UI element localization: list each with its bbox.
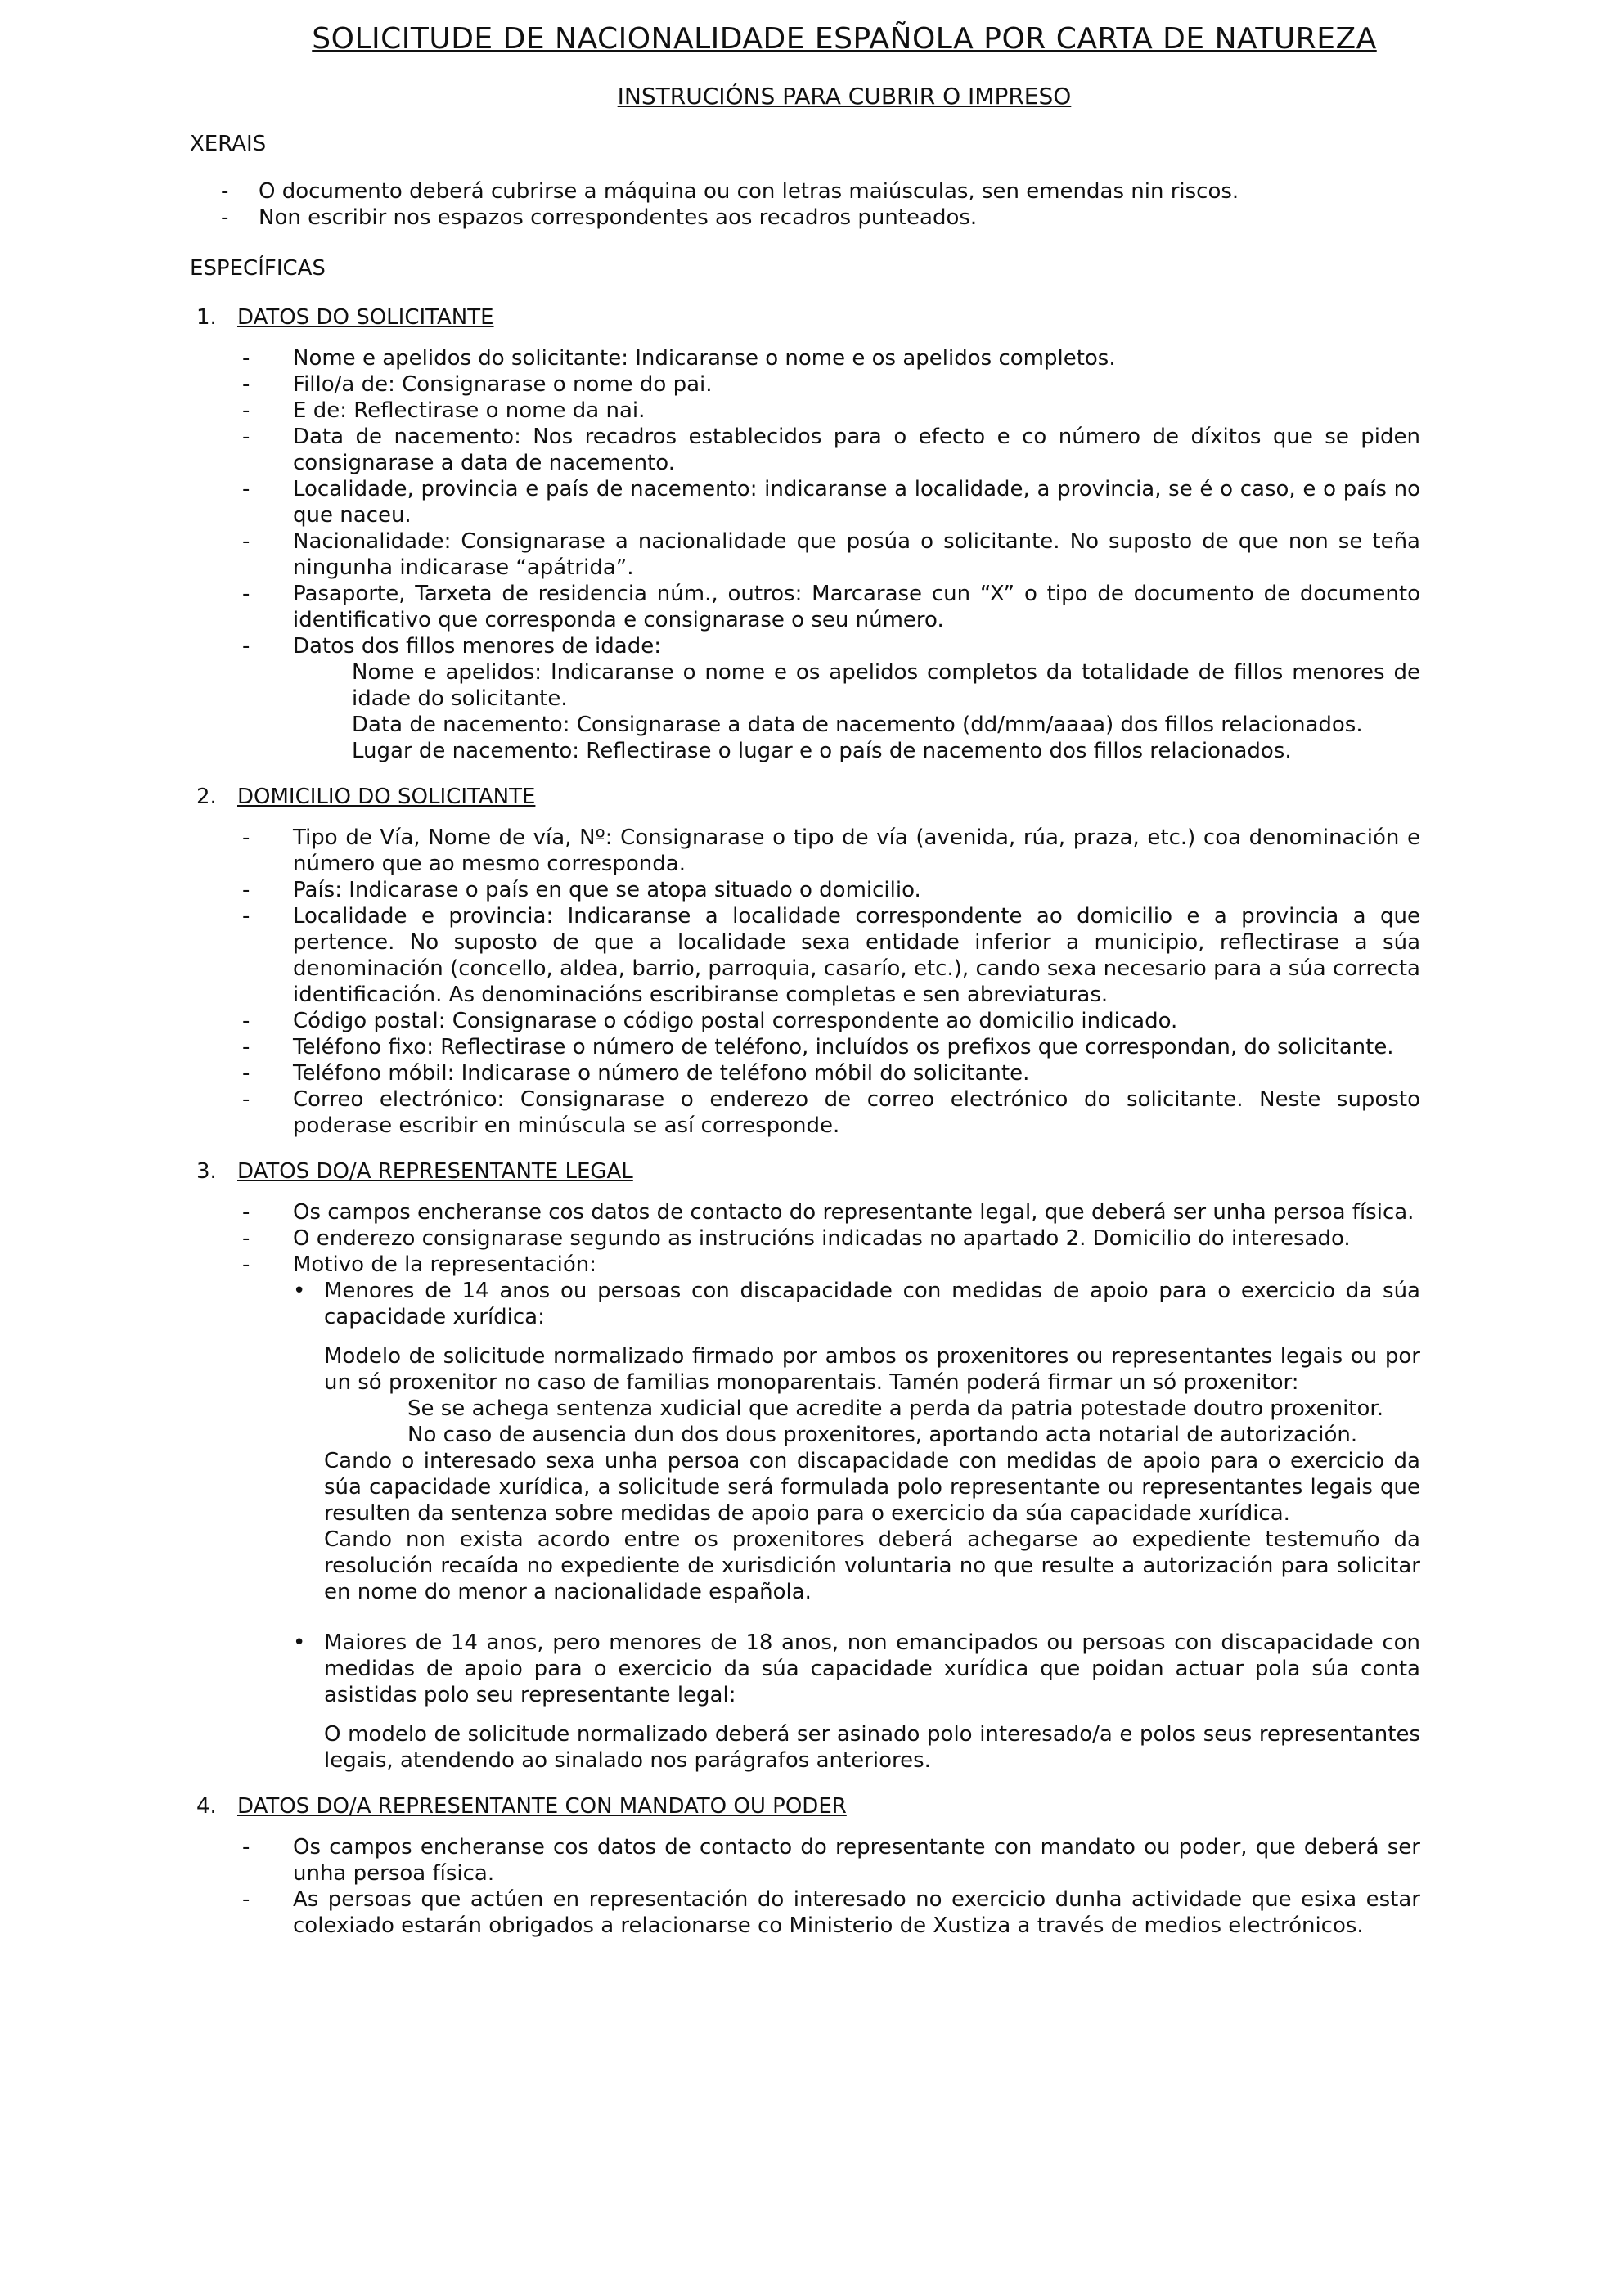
list-item: - Non escribir nos espazos correspondentes aos recadros punteados. [221, 205, 978, 230]
general-list [190, 178, 1420, 231]
list-item: - O documento deberá cubrirse a máquina ou con letras maiúsculas, sen emendas nin riscos. [221, 179, 1239, 204]
bullet-item-minors: • Menores de 14 anos ou persoas con discapacidade con medidas de apoio para o exercicio da súa capacidade xurídica: [293, 1279, 1420, 1329]
list-item: - Pasaporte, Tarxeta de residencia núm., outros: Marcarase cun “X” o tipo de documento de documento identificativo que corresponda e consignarase o seu número. [242, 582, 1420, 632]
children-details [293, 659, 1420, 764]
children-birthplace-text: Lugar de nacemento: Reflectirase o lugar e o país de nacemento dos fillos relacionados. [352, 739, 1292, 763]
section-4-title: 4. DATOS DO/A REPRESENTANTE CON MANDATO OU PODER [196, 1794, 847, 1819]
list-item: - Teléfono fixo: Reflectirase o número de teléfono, incluídos os prefixos que correspondan, do solicitante. [242, 1035, 1394, 1059]
paragraph: Se se achega sentenza xudicial que acredite a perda da patria potestade doutro proxenitor. [407, 1396, 1383, 1421]
section-2-list [190, 825, 1420, 1139]
list-item: - O enderezo consignarase segundo as instrucións indicadas no apartado 2. Domicilio do interesado. [242, 1226, 1351, 1251]
children-names-text: Nome e apelidos: Indicaranse o nome e os apelidos completos da totalidade de fillos menores de idade do solicitante. [352, 660, 1420, 711]
dash-marker: - [221, 205, 229, 230]
list-item: - Os campos encheranse cos datos de contacto do representante legal, que deberá ser unha persoa física. [242, 1200, 1415, 1225]
list-item: - E de: Reflectirase o nome da nai. [242, 398, 646, 423]
section-3-list [190, 1199, 1420, 1774]
list-item: - Fillo/a de: Consignarase o nome do pai. [242, 372, 713, 397]
section-2-title: 2. DOMICILIO DO SOLICITANTE [196, 785, 536, 809]
paragraph: Cando non exista acordo entre os proxenitores deberá achegarse ao expediente testemuño da resolución recaída no expediente de xurisdición voluntaria no que resulte a autorización para solicitar en nome do menor a nacionalidade española. [324, 1527, 1420, 1604]
children-dob-text: Data de nacemento: Consignarase a data de nacemento (dd/mm/aaaa) dos fillos relacionados. [352, 713, 1363, 737]
list-item: - As persoas que actúen en representación do interesado no exercicio dunha actividade que esixa estar colexiado estarán obrigados a relacionarse co Ministerio de Xustiza a través de medios electrónicos. [242, 1887, 1420, 1938]
bullet-marker: • [293, 1279, 306, 1303]
list-item: - Localidade e provincia: Indicaranse a localidade correspondente ao domicilio e a provincia a que pertence. No suposto de que a localidade sexa entidade inferior a municipio, reflectirase a súa denominación (concello, aldea, barrio, parroquia, casarío, etc.), cando sexa necesario para a súa correcta identificación. As denominacións escribiranse completas e sen abreviaturas. [242, 904, 1420, 1007]
document-subtitle: INSTRUCIÓNS PARA CUBRIR O IMPRESO [617, 83, 1072, 110]
general-heading: XERAIS [190, 132, 267, 156]
specific-heading: ESPECÍFICAS [190, 256, 326, 281]
list-item: - Tipo de Vía, Nome de vía, Nº: Consignarase o tipo de vía (avenida, rúa, praza, etc.) coa denominación e número que ao mesmo corresponda. [242, 825, 1420, 876]
list-item: - Localidade, provincia e país de nacemento: indicaranse a localidade, a provincia, se é o caso, e o país no que naceu. [242, 477, 1420, 528]
section-1-list [190, 345, 1420, 764]
paragraph: O modelo de solicitude normalizado deberá ser asinado polo interesado/a e polos seus representantes legais, atendendo ao sinalado nos parágrafos anteriores. [324, 1722, 1420, 1773]
list-item: - Código postal: Consignarase o código postal correspondente ao domicilio indicado. [242, 1009, 1178, 1033]
list-item: - País: Indicarase o país en que se atopa situado o domicilio. [242, 878, 921, 902]
list-item: - Nacionalidade: Consignarase a nacionalidade que posúa o solicitante. No suposto de que non se teña ningunha indicarase “apátrida”. [242, 529, 1420, 580]
list-item: - Motivo de la representación: • Menores de 14 anos ou persoas con discapacidade con medidas de apoio para o exercicio da súa capacidade xurídica: Modelo de solicitude normalizado firmado por ambos os proxenitores ou representantes legais ou por un só proxenitor no caso de familias monoparentais. Tamén poderá firmar un só proxenitor: Se se achega sentenza xudicial que acredite a perda da patria potestade doutro proxenitor. No caso de ausencia dun dos dous proxenitores, aportando acta notarial de autorización. Cando o interesado sexa unha persoa con discapacidade con medidas de apoio para o exercicio da súa capacidade xurídica, a solicitude será formulada polo representante ou representantes legais que resulten da sentenza sobre medidas de apoio para o exercicio da súa capacidade xurídica. Cando non exista acordo entre os proxenitores deberá achegarse ao expediente testemuño da resolución recaída no expediente de xurisdición voluntaria no que resulte a autorización para solicitar en nome do menor a nacionalidade española. • Maiores de 14 anos, pero menores de 18 anos, non emancipados ou persoas con discapacidade con medidas de apoio para o exercicio da súa capacidade xurídica que poidan actuar pola súa conta asistidas polo seu representante legal: O modelo de solicitude normalizado deberá ser asinado polo interesado/a e polos seus representantes legais, atendendo ao sinalado nos parágrafos anteriores. [242, 1252, 1420, 1773]
section-4-list [190, 1834, 1420, 1939]
list-item: - Nome e apelidos do solicitante: Indicaranse o nome e os apelidos completos. [242, 346, 1116, 371]
section-1-title: 1. DATOS DO SOLICITANTE [196, 305, 494, 330]
document-title: SOLICITUDE DE NACIONALIDADE ESPAÑOLA POR CARTA DE NATUREZA [312, 22, 1377, 56]
list-item: - Data de nacemento: Nos recadros establecidos para o efecto e co número de díxitos que se piden consignarase a data de nacemento. [242, 425, 1420, 475]
list-item: - Datos dos fillos menores de idade: Nome e apelidos: Indicaranse o nome e os apelidos completos da totalidade de fillos menores de idade do solicitante. Data de nacemento: Consignarase a data de nacemento (dd/mm/aaaa) dos fillos relacionados. Lugar de nacemento: Reflectirase o lugar e o país de nacemento dos fillos relacionados. [242, 634, 1420, 763]
list-item: - Correo electrónico: Consignarase o enderezo de correo electrónico do solicitante. Neste suposto poderase escribir en minúscula se así corresponde. [242, 1087, 1420, 1138]
section-3-title: 3. DATOS DO/A REPRESENTANTE LEGAL [196, 1159, 633, 1184]
list-item: - Teléfono móbil: Indicarase o número de teléfono móbil do solicitante. [242, 1061, 1030, 1086]
paragraph: Cando o interesado sexa unha persoa con discapacidade con medidas de apoio para o exercicio da súa capacidade xurídica, a solicitude será formulada polo representante ou representantes legais que resulten da sentenza sobre medidas de apoio para o exercicio da súa capacidade xurídica. [324, 1449, 1420, 1526]
bullet-item-over14: • Maiores de 14 anos, pero menores de 18 anos, non emancipados ou persoas con discapacidade con medidas de apoio para o exercicio da súa capacidade xurídica que poidan actuar pola súa conta asistidas polo seu representante legal: [293, 1630, 1420, 1707]
bullet-marker: • [293, 1630, 306, 1655]
paragraph: Modelo de solicitude normalizado firmado por ambos os proxenitores ou representantes legais ou por un só proxenitor no caso de familias monoparentais. Tamén poderá firmar un só proxenitor: [324, 1344, 1420, 1395]
paragraph: No caso de ausencia dun dos dous proxenitores, aportando acta notarial de autorización. [407, 1423, 1358, 1447]
document-body [190, 131, 1420, 1958]
list-item: - Os campos encheranse cos datos de contacto do representante con mandato ou poder, que deberá ser unha persoa física. [242, 1835, 1420, 1886]
dash-marker: - [221, 179, 229, 204]
